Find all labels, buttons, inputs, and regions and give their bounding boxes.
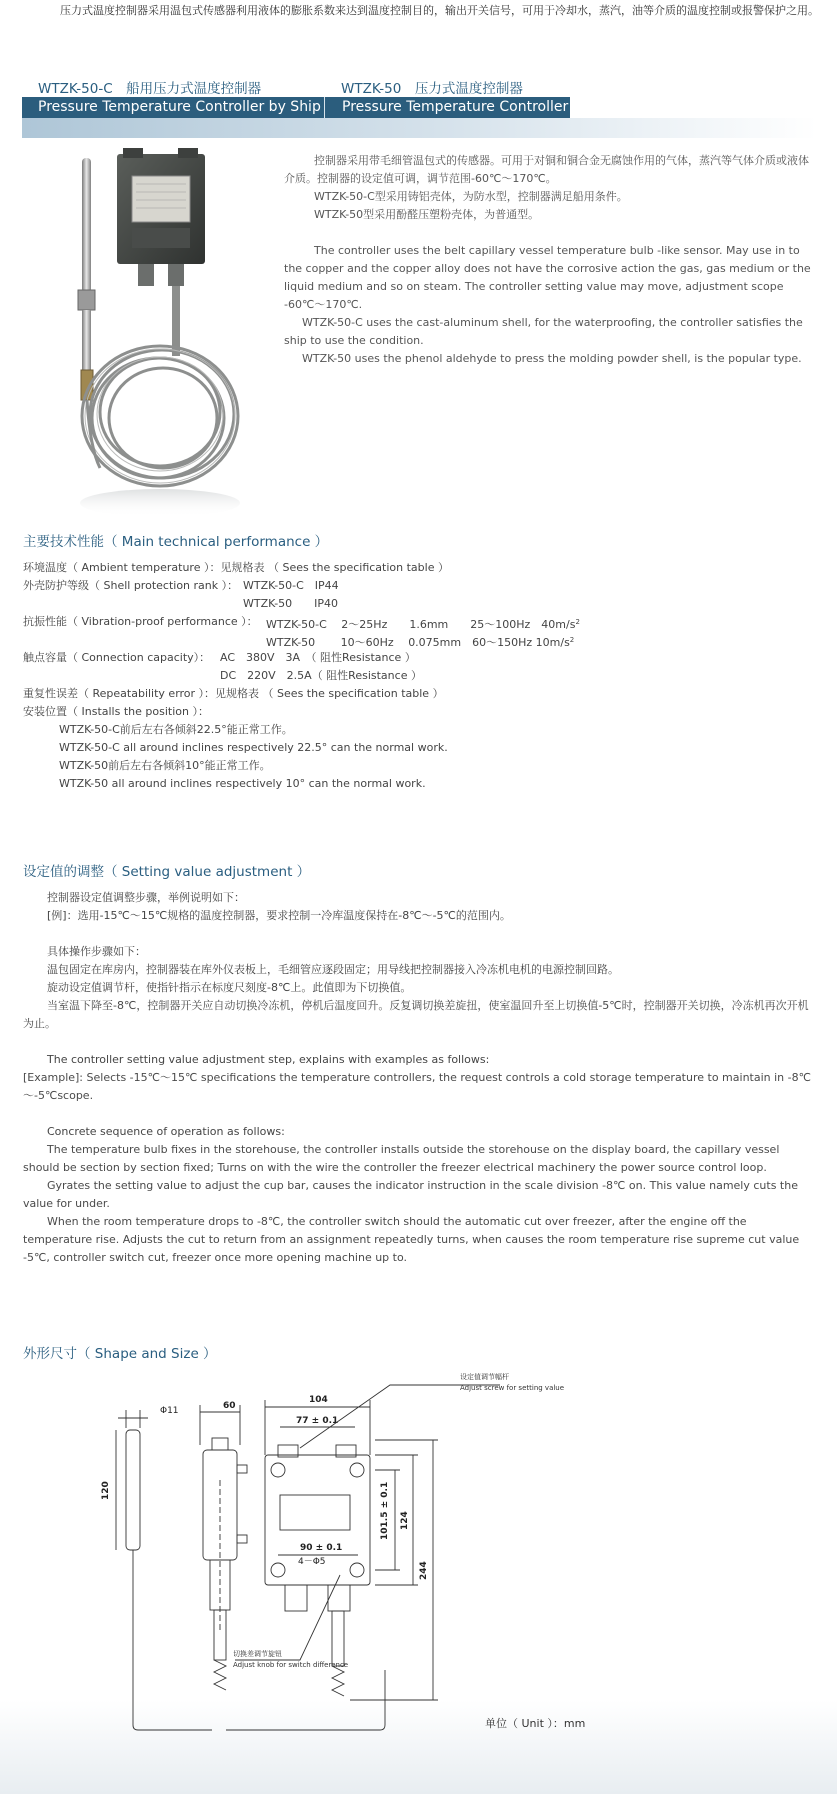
dim-120: 120 (101, 1481, 111, 1500)
setting-en-step-3: When the room temperature drops to -8℃, the controller switch should the automatic cut over freezer, after the engine off the temperature rise. Adjusts the cut to return from an assignment repeatedly turns, when causes the room temperature rise supreme cut value -5℃, controller switch cut, freezer once more opening machine up to. (23, 1215, 800, 1264)
setting-en-steps-title: Concrete sequence of operation as follows: (47, 1125, 285, 1138)
repeatability: 重复性误差（ Repeatability error ）：见规格表 （ Sees the specification table ） (23, 687, 444, 700)
performance-heading: 主要技术性能（ Main technical performance ） (23, 534, 329, 550)
dim-90: 90 ± 0.1 (300, 1543, 343, 1553)
title-wtzk-50-c-cn: WTZK-50-C 船用压力式温度控制器 (38, 81, 262, 97)
title-band (22, 97, 570, 118)
install-line: WTZK-50前后左右各倾斜10°能正常工作。 (59, 759, 271, 772)
dim-244: 244 (419, 1561, 429, 1580)
shape-heading: 外形尺寸（ Shape and Size ） (23, 1346, 217, 1362)
setting-cn-step-2: 旋动设定值调节杆，使指针指示在标度尺刻度-8℃上。此值即为下切换值。 (47, 981, 412, 994)
product-photo (60, 148, 260, 518)
setting-cn-step-3: 当室温下降至-8℃，控制器开关应自动切换冷冻机，停机后温度回升。反复调切换差旋扭，使室温回升至上切换值-5℃时，控制器开关切换，冷冻机再次开机为止。 (23, 999, 809, 1030)
install-line: WTZK-50-C all around inclines respectively 22.5° can the normal work. (59, 741, 448, 754)
label-adjust-screw-en: Adjust screw for setting value (460, 1384, 565, 1392)
vibration-row-wtzk-50-c: WTZK-50-C 2～25Hz 1.6mm 25～100Hz $40m/s^2$ (266, 618, 580, 631)
connection-label: 触点容量（ Connection capacity）： (23, 651, 211, 664)
setting-cn-steps-title: 具体操作步骤如下： (47, 945, 146, 958)
setting-en-example: [Example]: Selects -15℃～15℃ specifications the temperature controllers, the request controls a cold storage temperature to maintain in -8℃～-5℃scope. (23, 1071, 811, 1102)
connection-dc: DC 220V 2.5A（ 阻性Resistance ） (220, 669, 422, 682)
shell-row-wtzk-50: WTZK-50 IP40 (243, 597, 339, 610)
label-adjust-knob-en: Adjust knob for switch difference (233, 1661, 349, 1669)
desc-cn-1: 控制器采用带毛细管温包式的传感器。可用于对铜和铜合金无腐蚀作用的气体，蒸汽等气体介质或液体介质。控制器的设定值可调，调节范围-60℃～170℃。 (284, 154, 809, 185)
band-gradient (22, 118, 817, 138)
install-line: WTZK-50-C前后左右各倾斜22.5°能正常工作。 (59, 723, 293, 736)
setting-cn-step-1: 温包固定在库房内，控制器装在库外仪表板上，毛细管应逐段固定；用导线把控制器接入冷冻机电机的电源控制回路。 (47, 963, 619, 976)
install-position-label: 安装位置（ Installs the position ）： (23, 705, 209, 718)
intro-text: 压力式温度控制器采用温包式传感器利用液体的膨胀系数来达到温度控制目的，输出开关信号，可用于冷却水，蒸汽，油等介质的温度控制或报警保护之用。 (60, 4, 819, 17)
label-adjust-screw-cn: 设定值调节幅杆 (460, 1373, 509, 1381)
bulb-outline (126, 1430, 140, 1550)
shell-protection-label: 外壳防护等级（ Shell protection rank ）： (23, 579, 239, 592)
dim-124: 124 (400, 1511, 410, 1530)
label-adjust-knob-cn: 切换差调节旋钮 (233, 1650, 282, 1658)
setting-en-step-2: Gyrates the setting value to adjust the cup bar, causes the indicator instruction in the scale division -8℃ on. This value namely cuts the value for under. (23, 1179, 798, 1210)
dim-104: 104 (309, 1395, 328, 1405)
setting-en-step-1: The temperature bulb fixes in the storehouse, the controller installs outside the storehouse on the display board, the capillary vessel should be section by section fixed; Turns on with the wire the controller the freezer electrical machinery the power source control loop. (23, 1143, 780, 1174)
desc-en-3: WTZK-50 uses the phenol aldehyde to press the molding powder shell, is the popular type. (302, 352, 802, 365)
desc-en-1: The controller uses the belt capillary vessel temperature bulb -like sensor. May use in to the copper and the copper alloy does not have the corrosive action the gas, gas medium or the liquid medium and so on steam. The controller setting value may move, adjustment scope -60℃～170℃. (284, 244, 811, 311)
dim-77: 77 ± 0.1 (296, 1416, 339, 1426)
title-ship-en: Pressure Temperature Controller by Ship (38, 99, 321, 115)
desc-cn-3: WTZK-50型采用酚醛压塑粉壳体，为普通型。 (314, 208, 540, 221)
desc-en-2: WTZK-50-C uses the cast-aluminum shell, for the waterproofing, the controller satisfies the ship to use the condition. (284, 316, 803, 347)
dim-4phi5: 4－Φ5 (298, 1557, 326, 1567)
install-line: WTZK-50 all around inclines respectively 10° can the normal work. (59, 777, 426, 790)
dim-60: 60 (223, 1401, 236, 1411)
band-divider (324, 97, 325, 118)
setting-cn-example: [例]：选用-15℃～15℃规格的温度控制器，要求控制一冷库温度保持在-8℃～-5℃的范围内。 (47, 909, 511, 922)
ambient-temperature: 环境温度（ Ambient temperature ）：见规格表 （ Sees the specification table ） (23, 561, 449, 574)
setting-heading: 设定值的调整（ Setting value adjustment ） (23, 864, 311, 880)
dimension-drawing (100, 1370, 600, 1740)
dim-phi11: Φ11 (160, 1406, 179, 1416)
connection-ac: AC 380V 3A （ 阻性Resistance ） (220, 651, 416, 664)
title-standard-en: Pressure Temperature Controller (342, 99, 569, 115)
vibration-row-wtzk-50: WTZK-50 10～60Hz 0.075mm 60～150Hz $10m/s^2$ (266, 636, 575, 649)
setting-cn-intro: 控制器设定值调整步骤，举例说明如下： (47, 891, 245, 904)
dim-101-5: 101.5 ± 0.1 (380, 1481, 390, 1540)
setting-en-intro: The controller setting value adjustment step, explains with examples as follows: (47, 1053, 490, 1066)
desc-cn-2: WTZK-50-C型采用铸铝壳体，为防水型，控制器满足船用条件。 (314, 190, 628, 203)
title-wtzk-50-cn: WTZK-50 压力式温度控制器 (341, 81, 523, 97)
unit-label: 单位（ Unit ）：mm (485, 1717, 586, 1730)
shell-row-wtzk-50-c: WTZK-50-C IP44 (243, 579, 339, 592)
vibration-label: 抗振性能（ Vibration-proof performance ）： (23, 615, 258, 628)
